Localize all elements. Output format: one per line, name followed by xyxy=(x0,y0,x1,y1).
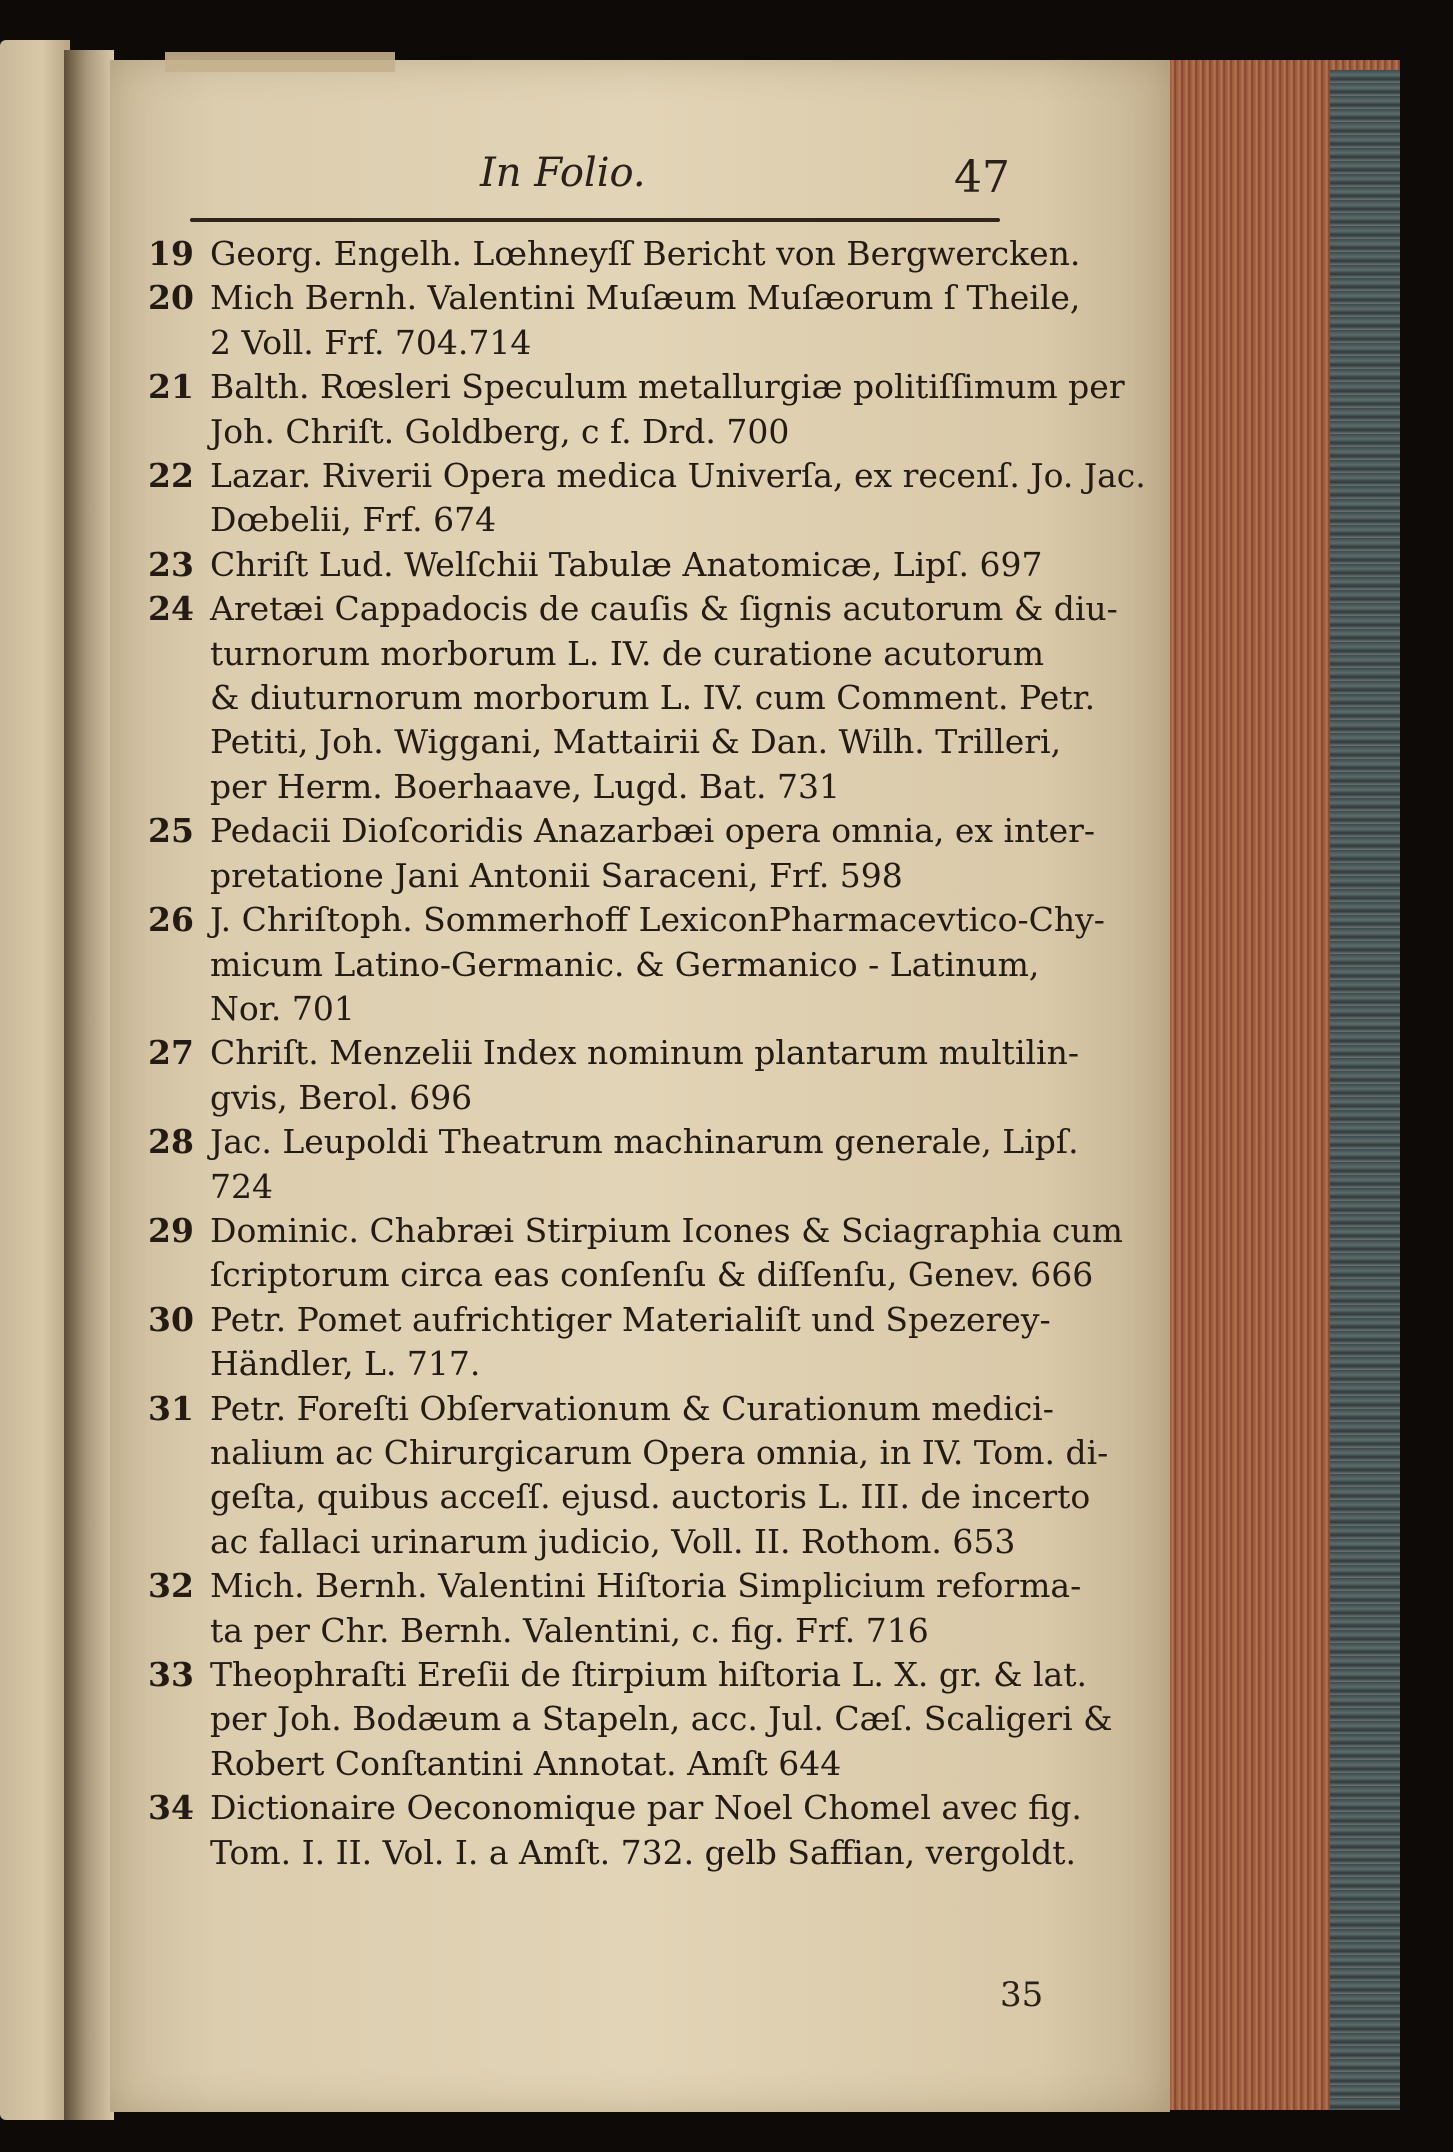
catalog-entry xyxy=(148,898,1105,1031)
entry-line: Petiti, Joh. Wiggani, Mattairii & Dan. Wilh. Trilleri, xyxy=(210,722,1062,762)
entry-text xyxy=(210,232,1080,276)
entry-text xyxy=(210,1387,1108,1565)
entry-line: nalium ac Chirurgicarum Opera omnia, in IV. Tom. di- xyxy=(210,1432,1109,1472)
entry-line: per Joh. Bodæum a Stapeln, acc. Jul. Cæſ. Scaligeri & xyxy=(210,1699,1113,1739)
entry-line: & diuturnorum morborum L. IV. cum Comment. Petr. xyxy=(210,678,1096,718)
catalog-entry xyxy=(148,365,1125,454)
entry-line: Dœbelii, Frf. 674 xyxy=(210,500,497,540)
catalog-entry xyxy=(148,587,1118,809)
entry-text xyxy=(210,1786,1082,1875)
entry-line: turnorum morborum L. IV. de curatione acutorum xyxy=(210,633,1045,673)
catchword: 35 xyxy=(1000,1975,1044,2015)
entry-line: Händler, L. 717. xyxy=(210,1344,481,1384)
running-title: In Folio. xyxy=(480,150,646,196)
entry-line: Theophraſti Ereſii de ſtirpium hiſtoria L. X. gr. & lat. xyxy=(210,1655,1087,1694)
entry-line: ſcriptorum circa eas conſenſu & diſſenſu, Genev. 666 xyxy=(210,1255,1094,1295)
entry-text xyxy=(210,587,1118,809)
entry-line: Pedacii Dioſcoridis Anazarbæi opera omnia, ex inter- xyxy=(210,811,1096,851)
entry-line: Lazar. Riverii Opera medica Univerſa, ex recenſ. Jo. Jac. xyxy=(210,456,1146,496)
entry-line: Petr. Foreſti Obſervationum & Curationum medici- xyxy=(210,1388,1054,1428)
page-tab xyxy=(165,52,395,72)
entry-line: Dictionaire Oeconomique par Noel Chomel avec fig. xyxy=(210,1788,1082,1828)
entry-line: Nor. 701 xyxy=(210,988,355,1028)
entry-text xyxy=(210,454,1146,543)
entry-number: 19 xyxy=(148,234,194,273)
entry-line: Dominic. Chabræi Stirpium Icones & Sciagraphia cum xyxy=(210,1210,1123,1250)
entry-line: 2 Voll. Frf. 704.714 xyxy=(210,322,532,362)
entry-line: Aretæi Cappadocis de cauſis & ſignis acutorum & diu- xyxy=(210,589,1118,629)
catalog-entry xyxy=(148,1120,1079,1209)
catalog-entry xyxy=(148,454,1146,543)
entry-text xyxy=(210,1209,1123,1298)
entry-number: 28 xyxy=(148,1122,194,1162)
catalog-entry xyxy=(148,1564,1082,1653)
entry-number: 26 xyxy=(148,900,194,940)
entry-number: 25 xyxy=(148,811,194,851)
catalog-entry xyxy=(148,1209,1123,1298)
page-number: 47 xyxy=(954,152,1010,203)
header-rule xyxy=(190,218,1000,222)
entry-text xyxy=(210,1031,1079,1120)
entry-line: ta per Chr. Bernh. Valentini, c. fig. Frf. 716 xyxy=(210,1610,929,1650)
entry-line: Petr. Pomet aufrichtiger Materialiſt und Spezerey- xyxy=(210,1299,1051,1339)
entry-number: 34 xyxy=(148,1788,194,1828)
entry-number: 27 xyxy=(148,1033,194,1073)
entry-text xyxy=(210,809,1095,898)
catalog-entry xyxy=(148,276,1081,365)
catalog-entries xyxy=(148,232,1146,1875)
entry-text xyxy=(210,1564,1081,1653)
catalog-entry xyxy=(148,1653,1113,1786)
entry-line: Chriſt. Menzelii Index nominum plantarum multilin- xyxy=(210,1033,1080,1073)
book-cover xyxy=(1330,70,1400,2110)
entry-line: Georg. Engelh. Lœhneyſſ Bericht von Bergwercken. xyxy=(210,234,1081,273)
entry-text xyxy=(210,543,1042,587)
entry-line: Joh. Chriſt. Goldberg, c f. Drd. 700 xyxy=(210,411,790,451)
page-header xyxy=(200,140,1010,210)
entry-line: Robert Conſtantini Annotat. Amſt 644 xyxy=(210,1743,842,1783)
entry-number: 31 xyxy=(148,1388,194,1428)
entry-line: 724 xyxy=(210,1166,273,1206)
entry-number: 22 xyxy=(148,456,194,496)
book-gutter xyxy=(64,50,114,2120)
catalog-entry xyxy=(148,543,1043,587)
entry-line: Jac. Leupoldi Theatrum machinarum generale, Lipſ. xyxy=(210,1122,1079,1162)
entry-line: per Herm. Boerhaave, Lugd. Bat. 731 xyxy=(210,766,840,806)
entry-line: J. Chriſtoph. Sommerhoff LexiconPharmacevtico-Chy- xyxy=(210,900,1105,940)
entry-number: 21 xyxy=(148,367,194,407)
entry-text xyxy=(210,1653,1113,1786)
catalog-entry xyxy=(148,1298,1051,1387)
entry-line: pretatione Jani Antonii Saraceni, Frf. 598 xyxy=(210,855,903,895)
entry-text xyxy=(210,365,1125,454)
entry-number: 23 xyxy=(148,544,194,584)
catalog-entry xyxy=(148,1031,1080,1120)
entry-line: Mich. Bernh. Valentini Hiſtoria Simplicium reforma- xyxy=(210,1566,1082,1606)
entry-line: Chriſt Lud. Welſchii Tabulæ Anatomicæ, Lipſ. 697 xyxy=(210,544,1043,584)
entry-line: micum Latino-Germanic. & Germanico - Latinum, xyxy=(210,944,1040,984)
catalog-entry xyxy=(148,1387,1109,1565)
entry-number: 33 xyxy=(148,1655,194,1694)
entry-line: Mich Bernh. Valentini Muſæum Muſæorum ſ Theile, xyxy=(210,278,1081,318)
entry-line: gvis, Berol. 696 xyxy=(210,1077,473,1117)
entry-text xyxy=(210,1298,1051,1387)
entry-line: geſta, quibus acceſſ. ejusd. auctoris L. III. de incerto xyxy=(210,1477,1091,1517)
catalog-entry xyxy=(148,809,1096,898)
entry-number: 32 xyxy=(148,1566,194,1606)
entry-line: Tom. I. II. Vol. I. a Amſt. 732. gelb Saffian, vergoldt. xyxy=(210,1832,1076,1872)
entry-text xyxy=(210,276,1080,365)
left-page-edge xyxy=(0,40,70,2120)
catalog-entry xyxy=(148,232,1081,276)
entry-number: 30 xyxy=(148,1299,194,1339)
entry-text xyxy=(210,898,1105,1031)
catalog-entry xyxy=(148,1786,1082,1875)
entry-text xyxy=(210,1120,1079,1209)
entry-line: ac fallaci urinarum judicio, Voll. II. Rothom. 653 xyxy=(210,1521,1016,1561)
entry-number: 20 xyxy=(148,278,194,318)
entry-line: Balth. Rœsleri Speculum metallurgiæ politiſſimum per xyxy=(210,367,1125,407)
entry-number: 24 xyxy=(148,589,194,629)
entry-number: 29 xyxy=(148,1210,194,1250)
